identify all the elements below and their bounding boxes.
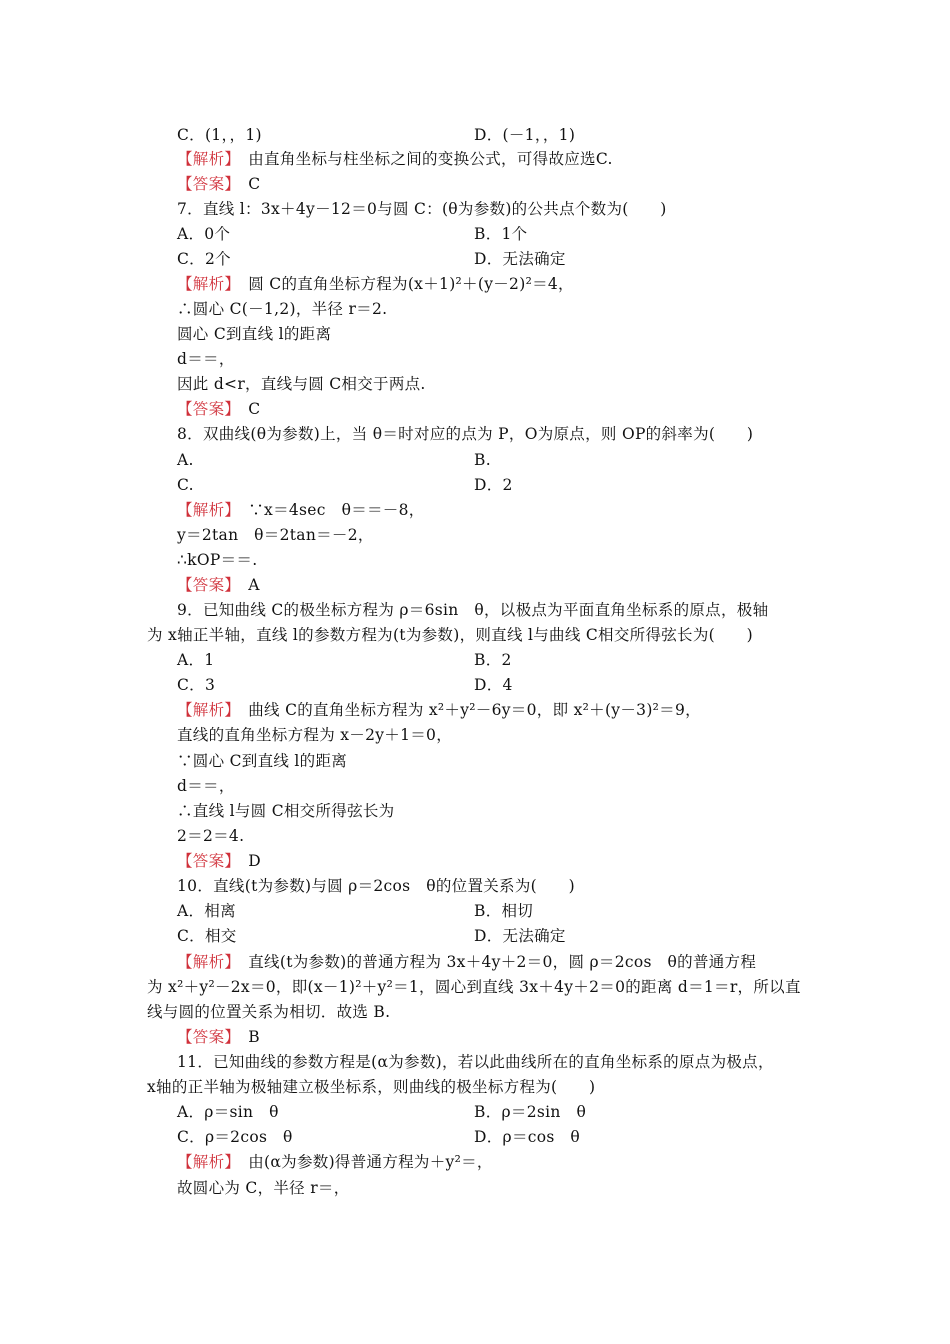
text-line xyxy=(474,649,512,671)
text-line xyxy=(177,750,347,772)
line-text: B．1个 xyxy=(474,225,528,243)
line-text: 为 x²＋y²－2x＝0，即(x－1)²＋y²＝1，圆心到直线 3x＋4y＋2＝0的距离 d＝1＝r，所以直 xyxy=(147,978,801,996)
line-text: B．ρ＝2sin θ xyxy=(474,1103,587,1121)
line-text: 圆心 C到直线 l的距离 xyxy=(177,325,332,343)
line-text: D．无法确定 xyxy=(474,927,566,945)
line-text: ∵x＝4sec θ＝＝－8， xyxy=(232,501,425,519)
line-text: 故圆心为 C，半径 r＝， xyxy=(177,1179,350,1197)
text-line xyxy=(177,148,613,170)
line-text: ∴圆心 C(－1,2)，半径 r＝2. xyxy=(177,300,388,318)
text-line xyxy=(177,524,374,546)
section-tag: 【解析】 xyxy=(177,701,233,719)
line-text: 线与圆的位置关系为相切．故选 B. xyxy=(147,1003,391,1021)
text-line xyxy=(177,423,753,445)
text-line xyxy=(177,1151,493,1173)
text-line xyxy=(177,724,452,746)
line-text: B. xyxy=(474,451,491,469)
line-text: D．2 xyxy=(474,476,513,494)
text-line xyxy=(474,1101,586,1123)
text-line xyxy=(177,900,236,922)
text-line xyxy=(177,198,667,220)
text-line xyxy=(177,1101,279,1123)
text-line xyxy=(474,223,527,245)
line-text: 2＝2＝4. xyxy=(177,827,245,845)
text-line xyxy=(474,474,513,496)
text-line xyxy=(474,248,566,270)
text-line xyxy=(177,549,257,571)
text-line xyxy=(177,674,215,696)
line-text: C. xyxy=(177,476,194,494)
line-text: A．0个 xyxy=(177,225,231,243)
line-text: D．4 xyxy=(474,676,513,694)
text-line xyxy=(177,273,574,295)
line-text: C xyxy=(232,175,261,193)
text-line xyxy=(177,875,575,897)
line-text: 11．已知曲线的参数方程是(α为参数)，若以此曲线所在的直角坐标系的原点为极点， xyxy=(177,1053,774,1071)
line-text: d＝＝， xyxy=(177,777,235,795)
text-line xyxy=(177,1126,293,1148)
line-text: 直线(t为参数)的普通方程为 3x＋4y＋2＝0，圆 ρ＝2cos θ的普通方程 xyxy=(232,953,757,971)
line-text: d＝＝， xyxy=(177,350,235,368)
text-line xyxy=(474,674,513,696)
text-line xyxy=(147,624,753,646)
text-line xyxy=(474,124,575,146)
text-line xyxy=(177,649,214,671)
line-text: C．(1，，1) xyxy=(177,126,262,144)
line-text: A．1 xyxy=(177,651,215,669)
text-line xyxy=(177,398,260,420)
line-text: D．无法确定 xyxy=(474,250,566,268)
section-tag: 【解析】 xyxy=(177,501,233,519)
text-line xyxy=(177,599,768,621)
line-text: C．2个 xyxy=(177,250,231,268)
text-line xyxy=(147,1001,390,1023)
line-text: D．ρ＝cos θ xyxy=(474,1128,581,1146)
section-tag: 【答案】 xyxy=(177,1028,233,1046)
text-line xyxy=(177,699,701,721)
line-text: B．2 xyxy=(474,651,512,669)
line-text: D xyxy=(232,852,261,870)
text-line xyxy=(474,925,566,947)
line-text: 7．直线 l：3x＋4y－12＝0与圆 C：(θ为参数)的公共点个数为( ) xyxy=(177,200,667,218)
text-line xyxy=(177,223,230,245)
line-text: C．3 xyxy=(177,676,216,694)
text-line xyxy=(177,348,235,370)
text-line xyxy=(474,449,491,471)
text-line xyxy=(177,574,260,596)
text-line xyxy=(177,925,237,947)
line-text: D．(－1，，1) xyxy=(474,126,576,144)
line-text: 直线的直角坐标方程为 x－2y＋1＝0， xyxy=(177,726,453,744)
line-text: 8．双曲线(θ为参数)上，当 θ＝时对应的点为 P，O为原点，则 OP的斜率为( ) xyxy=(177,425,754,443)
text-line xyxy=(177,373,426,395)
text-line xyxy=(147,1076,595,1098)
line-text: 因此 d<r，直线与圆 C相交于两点. xyxy=(177,375,426,393)
line-text: C．相交 xyxy=(177,927,237,945)
text-line xyxy=(177,449,194,471)
line-text: ∵圆心 C到直线 l的距离 xyxy=(177,752,348,770)
line-text: 曲线 C的直角坐标方程为 x²＋y²－6y＝0，即 x²＋(y－3)²＝9， xyxy=(232,701,701,719)
text-line xyxy=(177,825,244,847)
text-line xyxy=(177,474,194,496)
line-text: 为 x轴正半轴，直线 l的参数方程为(t为参数)，则直线 l与曲线 C相交所得弦长为( ) xyxy=(147,626,753,644)
text-line xyxy=(177,1026,260,1048)
text-line xyxy=(474,1126,580,1148)
line-text: A xyxy=(232,576,260,594)
line-text: 圆 C的直角坐标方程为(x＋1)²＋(y－2)²＝4， xyxy=(232,275,574,293)
line-text: ∴kOP＝＝. xyxy=(177,551,258,569)
line-text: B．相切 xyxy=(474,902,534,920)
text-line xyxy=(177,800,394,822)
section-tag: 【解析】 xyxy=(177,275,233,293)
text-line xyxy=(177,775,235,797)
section-tag: 【解析】 xyxy=(177,953,233,971)
line-text: B xyxy=(232,1028,260,1046)
line-text: 10．直线(t为参数)与圆 ρ＝2cos θ的位置关系为( ) xyxy=(177,877,575,895)
section-tag: 【答案】 xyxy=(177,852,233,870)
line-text: 由直角坐标与柱坐标之间的变换公式，可得故应选C. xyxy=(232,150,613,168)
text-line xyxy=(177,850,261,872)
text-line xyxy=(177,248,231,270)
line-text: ∴直线 l与圆 C相交所得弦长为 xyxy=(177,802,395,820)
text-line xyxy=(177,951,756,973)
line-text: y＝2tan θ＝2tan＝－2， xyxy=(177,526,374,544)
text-line xyxy=(177,298,387,320)
line-text: C．ρ＝2cos θ xyxy=(177,1128,293,1146)
text-line xyxy=(177,1177,350,1199)
line-text: C xyxy=(232,400,261,418)
text-line xyxy=(474,900,533,922)
text-line xyxy=(177,173,260,195)
line-text: x轴的正半轴为极轴建立极坐标系，则曲线的极坐标方程为( ) xyxy=(147,1078,596,1096)
text-line xyxy=(177,499,425,521)
line-text: 由(α为参数)得普通方程为＋y²＝， xyxy=(232,1153,493,1171)
section-tag: 【答案】 xyxy=(177,175,233,193)
line-text: 9．已知曲线 C的极坐标方程为 ρ＝6sin θ，以极点为平面直角坐标系的原点，极轴 xyxy=(177,601,769,619)
text-line xyxy=(177,323,331,345)
text-line xyxy=(177,1051,774,1073)
text-line xyxy=(177,124,262,146)
section-tag: 【答案】 xyxy=(177,576,233,594)
section-tag: 【解析】 xyxy=(177,150,233,168)
line-text: A．ρ＝sin θ xyxy=(177,1103,279,1121)
section-tag: 【答案】 xyxy=(177,400,233,418)
text-line xyxy=(147,976,801,998)
section-tag: 【解析】 xyxy=(177,1153,233,1171)
line-text: A. xyxy=(177,451,194,469)
line-text: A．相离 xyxy=(177,902,236,920)
